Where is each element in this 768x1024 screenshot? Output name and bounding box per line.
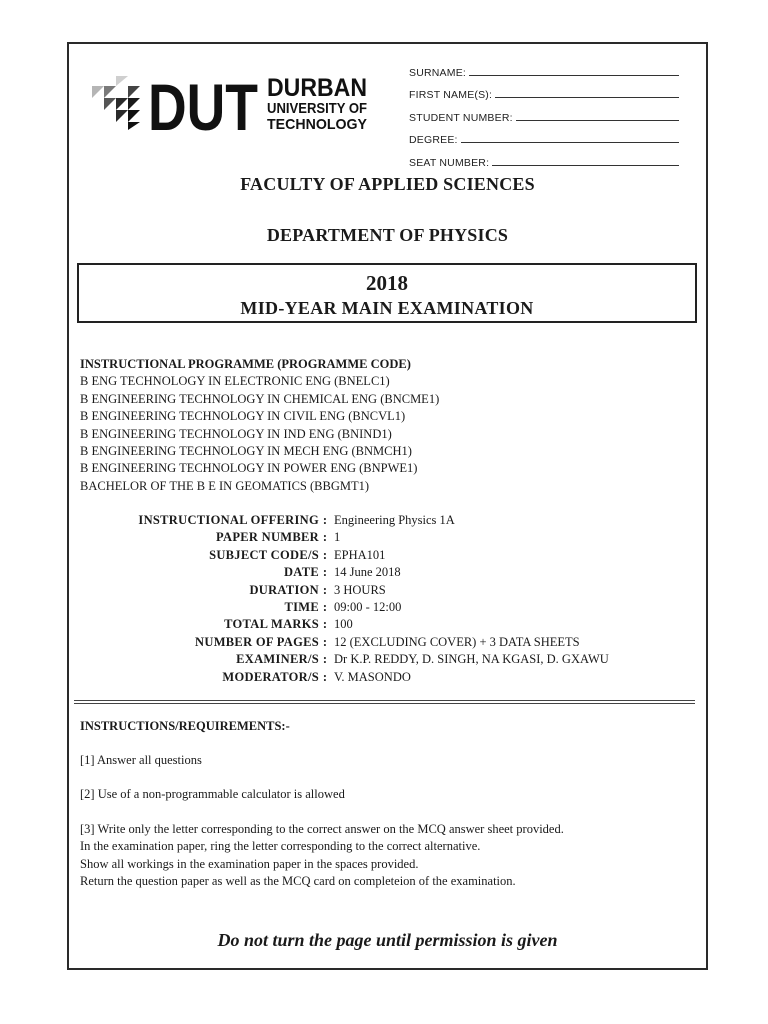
programme-item: B ENGINEERING TECHNOLOGY IN POWER ENG (BNPWE1)	[80, 461, 418, 476]
detail-label: DURATION	[249, 582, 319, 597]
field-label: DEGREE:	[409, 134, 458, 146]
programme-heading: INSTRUCTIONAL PROGRAMME (PROGRAMME CODE)	[80, 357, 411, 371]
instruction-item-1: [1] Answer all questions	[80, 753, 202, 767]
exam-year: 2018	[366, 271, 408, 295]
detail-row-total-marks	[80, 616, 680, 633]
dut-logo	[90, 72, 380, 134]
detail-value: 3 HOURS	[334, 582, 386, 597]
detail-row-subject-code	[80, 547, 680, 564]
student-details-fields	[409, 56, 679, 169]
section-divider	[74, 700, 695, 704]
detail-colon: :	[322, 652, 328, 667]
logo-line3: TECHNOLOGY	[267, 116, 367, 133]
detail-row-paper-number	[80, 529, 680, 546]
detail-colon: :	[322, 600, 328, 615]
programme-item: B ENGINEERING TECHNOLOGY IN IND ENG (BNIND1)	[80, 426, 392, 441]
field-line	[469, 75, 679, 76]
detail-value: 100	[334, 617, 353, 632]
field-label: STUDENT NUMBER:	[409, 111, 513, 124]
instruction-item-3-line: In the examination paper, ring the letter corresponding to the correct alternative.	[80, 839, 481, 854]
field-label: SURNAME:	[409, 66, 467, 79]
detail-label: TIME	[284, 600, 319, 615]
exam-title: MID-YEAR MAIN EXAMINATION	[240, 298, 534, 318]
permission-notice: Do not turn the page until permission is given	[217, 930, 558, 950]
detail-value: Dr K.P. REDDY, D. SINGH, NA KGASI, D. GXAWU	[334, 652, 609, 667]
field-label: FIRST NAME(S):	[409, 89, 493, 101]
instructions-heading: INSTRUCTIONS/REQUIREMENTS:-	[80, 719, 290, 733]
field-line	[492, 165, 679, 166]
detail-label: DATE	[283, 565, 319, 580]
programme-item: B ENGINEERING TECHNOLOGY IN CHEMICAL ENG (BNCME1)	[80, 391, 440, 406]
degree-field[interactable]	[409, 124, 679, 147]
detail-value: 09:00 - 12:00	[334, 600, 402, 615]
programme-item: B ENGINEERING TECHNOLOGY IN MECH ENG (BNMCH1)	[80, 444, 412, 459]
detail-label: TOTAL MARKS	[224, 617, 319, 632]
detail-value: EPHA101	[334, 547, 386, 562]
logo-line1: DURBAN	[267, 74, 367, 102]
detail-value: Engineering Physics 1A	[334, 513, 455, 527]
detail-colon: :	[322, 513, 328, 527]
exam-title-box	[77, 263, 697, 323]
detail-colon: :	[322, 669, 328, 684]
instructions-section	[80, 717, 690, 890]
student-number-field[interactable]	[409, 101, 679, 124]
detail-row-time	[80, 599, 680, 616]
detail-row-number-of-pages	[80, 634, 680, 651]
first-names-field[interactable]	[409, 79, 679, 102]
field-line	[461, 142, 679, 143]
detail-colon: :	[322, 530, 328, 545]
programme-list	[80, 356, 680, 495]
instruction-item-3-line: Return the question paper as well as the MCQ card on completeion of the examination.	[80, 874, 516, 889]
detail-value: 14 June 2018	[334, 565, 401, 580]
programme-item: BACHELOR OF THE B E IN GEOMATICS (BBGMT1)	[80, 478, 370, 493]
detail-colon: :	[322, 565, 328, 580]
detail-row-offering	[80, 512, 680, 529]
detail-label: MODERATOR/S	[222, 669, 319, 684]
detail-colon: :	[322, 547, 328, 562]
detail-value: 1	[334, 530, 341, 545]
programme-item: B ENG TECHNOLOGY IN ELECTRONIC ENG (BNELC1)	[80, 374, 390, 389]
seat-number-field[interactable]	[409, 146, 679, 169]
faculty-heading: FACULTY OF APPLIED SCIENCES	[240, 174, 535, 194]
detail-label: PAPER NUMBER	[215, 530, 319, 545]
instruction-item-3-line: [3] Write only the letter corresponding to the correct answer on the MCQ answer sheet provided.	[80, 821, 564, 836]
detail-row-examiners	[80, 651, 680, 668]
detail-label: INSTRUCTIONAL OFFERING	[138, 513, 319, 527]
instruction-item-3-line: Show all workings in the examination paper in the spaces provided.	[80, 856, 419, 871]
exam-details	[80, 512, 680, 686]
detail-row-moderators	[80, 669, 680, 686]
detail-value: V. MASONDO	[334, 669, 411, 684]
logo-abbr: DUT	[148, 72, 258, 134]
logo-line2: UNIVERSITY OF	[267, 100, 367, 117]
detail-label: NUMBER OF PAGES	[195, 634, 319, 649]
field-line	[495, 97, 679, 98]
detail-row-date	[80, 564, 680, 581]
dut-logo-graphic	[90, 72, 380, 134]
detail-row-duration	[80, 582, 680, 599]
detail-label: EXAMINER/S	[236, 652, 319, 667]
instruction-item-2: [2] Use of a non-programmable calculator is allowed	[80, 787, 345, 802]
programme-item: B ENGINEERING TECHNOLOGY IN CIVIL ENG (BNCVL1)	[80, 409, 406, 424]
surname-field[interactable]	[409, 56, 679, 79]
detail-colon: :	[322, 617, 328, 632]
field-label: SEAT NUMBER:	[409, 156, 490, 169]
detail-colon: :	[322, 582, 328, 597]
field-line	[516, 120, 679, 121]
department-heading: DEPARTMENT OF PHYSICS	[266, 225, 509, 245]
detail-colon: :	[322, 634, 328, 649]
detail-value: 12 (EXCLUDING COVER) + 3 DATA SHEETS	[334, 634, 580, 649]
detail-label: SUBJECT CODE/S	[209, 547, 319, 562]
